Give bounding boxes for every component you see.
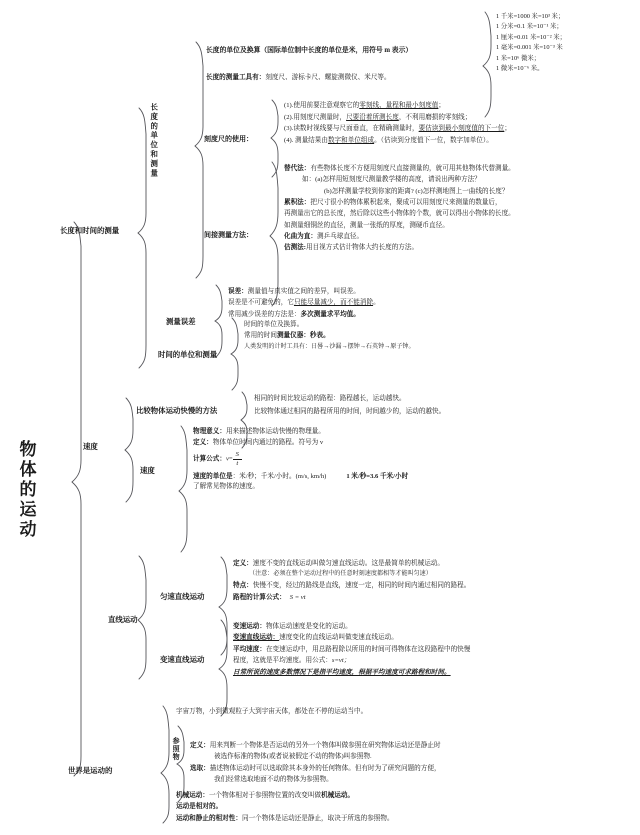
ruler-item-suffix: 。（估读到分度值下一位，数字加单位）。	[374, 137, 493, 145]
accumulate-line	[284, 197, 515, 208]
variable-block	[233, 621, 470, 678]
time-line-1: 时间的单位及换算。	[244, 321, 304, 328]
ref-def-line-2	[190, 751, 441, 762]
variable-text: 程度，这就是平均速度。用公式：	[233, 657, 332, 665]
ruler-item-suffix: ；	[504, 125, 511, 133]
substitute-example-1	[284, 174, 515, 185]
uniform-feature-text: 快慢不变，经过的路线是直线，速度一定，相同的时间内通过相同的路程。	[252, 582, 471, 590]
time-text: 常用的时间	[244, 332, 277, 340]
uniform-def-line	[233, 558, 470, 569]
estimate-line	[284, 242, 515, 253]
measure-error-block	[228, 286, 380, 320]
variable-title: 平均速度：	[233, 645, 266, 653]
error-emphasis: 只能尽量减少，而不能消除	[293, 299, 374, 307]
ruler-item-prefix: (2).用刻度尺测量时，	[284, 113, 347, 121]
ruler-item-emphasis: 数字和单位组成	[327, 137, 375, 145]
variable-title: 变速运动：	[233, 623, 266, 630]
curve-line	[284, 231, 515, 242]
ruler-item-prefix: (4). 测量结果由	[284, 137, 328, 145]
subbranch-label-uniform-straight: 匀速直线运动	[160, 592, 205, 601]
ref-def-text: 用来判断一个物体是否运动的另外一个物体叫做参照在研究物体运动还是静止时	[209, 742, 441, 749]
error-title: 误差：	[228, 288, 248, 295]
substitute-text: 有些物体长度不方便用刻度尺直接测量的，就可用其他物体代替测量。	[310, 165, 515, 172]
relative-line: 运动是相对的。	[176, 803, 223, 811]
uniform-note-text: （注意：必须在整个运动过程中的任意时刻速度都相等才能叫匀速）	[249, 571, 432, 578]
uniform-def-title: 定义：	[233, 560, 253, 567]
ruler-item-emphasis: 要估读到最小刻度值的下一位	[418, 125, 505, 133]
ruler-use-item	[284, 123, 511, 135]
estimate-title: 估测法:	[284, 244, 306, 252]
ruler-item-prefix: (1).使用前要注意观察它的	[284, 102, 360, 109]
uniform-def-text: 速度不变的直线运动叫做匀速直线运动。这是最简单的机械运动。	[252, 560, 444, 567]
curve-text: 测乒乓球直径。	[316, 232, 364, 240]
ref-pick-title: 选取：	[190, 764, 210, 772]
conversion-item: 1 毫米=0.001 米=10⁻³ 米	[496, 44, 563, 52]
accumulate-text: 如测量细铜丝的直径，测量一张纸的厚度，测硬币直径。	[284, 221, 449, 229]
ruler-item-emphasis: 尺要沿着所测长度	[346, 113, 399, 121]
uniform-feature-line	[233, 580, 470, 591]
speed-formula-numerator: S	[233, 451, 242, 459]
variable-line-5: 日常所说的速度多数情况下是指平均速度，根据平均速度可求路程和时间。	[233, 668, 451, 676]
subbranch-label-straight-motion: 直线运动	[108, 615, 138, 624]
error-line-2	[228, 297, 380, 308]
variable-title: 变速直线运动：	[233, 634, 280, 642]
mechanical-motion-block	[176, 790, 394, 824]
length-conversion-list	[496, 12, 566, 74]
branch-label-length-time: 长度和时间的测量	[60, 226, 120, 235]
length-tools-text: 刻度尺、游标卡尺、螺旋测微仪、米尺等。	[265, 74, 391, 81]
variable-line-3	[233, 644, 470, 655]
speed-unit-line	[193, 472, 408, 483]
page-title: 物体的运动	[16, 440, 36, 540]
error-text: 。	[373, 299, 380, 307]
accumulate-line-3	[284, 220, 515, 231]
ruler-use-item	[284, 135, 511, 147]
rel-text: 同一个物体是运动还是静止，取决于所选的参照物。	[241, 814, 394, 822]
indirect-measure-label: 间接测量方法：	[204, 231, 253, 239]
speed-formula-fraction	[233, 451, 242, 467]
uniform-formula-line	[233, 592, 470, 603]
error-text: 常用减少误差的方法是：	[228, 310, 301, 318]
speed-formula-denominator: t	[236, 459, 239, 467]
ruler-use-list	[284, 100, 511, 147]
variable-line-4	[233, 655, 470, 666]
world-intro: 宇宙万物，小到微观粒子大到宇宙天体，都处在不停的运动当中。	[176, 708, 368, 715]
mech-line	[176, 790, 394, 801]
substitute-title: 替代法：	[284, 165, 311, 172]
subbranch-label-reference-object: 参照物	[172, 737, 181, 761]
ruler-item-prefix: (3).读数时视线要与尺面垂直，在精确测量时，	[284, 125, 419, 133]
ref-pick-line	[190, 763, 441, 774]
conversion-item: 1 米=10⁶ 微米；	[496, 54, 541, 62]
accumulate-line-2	[284, 208, 515, 219]
rel-line	[176, 813, 394, 824]
uniform-feature-title: 特点：	[233, 582, 253, 590]
ruler-use-label: 刻度尺的使用：	[204, 135, 253, 143]
speed-def-line	[193, 438, 408, 449]
uniform-formula-title: 路程的计算公式：	[233, 593, 286, 601]
speed-unit-title: 速度的单位是	[193, 472, 233, 480]
branch-label-speed: 速度	[83, 442, 98, 451]
variable-line-1	[233, 621, 470, 632]
subbranch-label-variable-straight: 变速直线运动	[160, 655, 205, 664]
variable-line-2	[233, 632, 470, 643]
variable-formula: s=vt；	[331, 657, 351, 665]
subbranch-label-time-unit-measure: 时间的单位和测量	[158, 350, 218, 359]
speed-formula-title: 计算公式：	[193, 455, 226, 463]
time-line-3: 人类发明的计时工具有：日晷→沙漏→摆钟→石英钟→原子钟。	[244, 343, 415, 350]
conversion-item: 1 厘米=0.01 米=10⁻² 米；	[496, 33, 567, 41]
subbranch-label-measure-error: 测量误差	[166, 317, 196, 326]
mech-title: 机械运动：	[176, 792, 209, 799]
ruler-item-emphasis: 零刻线、量程和最小刻度值	[359, 102, 439, 109]
speed-know-line: 了解常见物体的速度。	[193, 483, 259, 491]
compare-block	[254, 393, 445, 418]
indirect-measure-block	[284, 163, 515, 254]
length-tools-line	[206, 73, 391, 83]
substitute-example-text: (b)怎样测量学校到你家的距离? (c)怎样测地图上一曲线的长度？	[324, 187, 509, 195]
ref-def-text: 被选作标准的物体(或者说被假定不动的物体)叫参照物.	[214, 753, 372, 761]
time-emphasis: 测量仪器：秒表。	[276, 332, 330, 340]
substitute-example-text: 如：(a)怎样用短刻度尺测量教学楼的高度，请说出两种方法？	[302, 176, 481, 184]
error-text: 误差是不可避免的，它	[228, 299, 294, 307]
accumulate-title: 累积法：	[284, 198, 311, 206]
reference-object-block	[190, 740, 441, 786]
length-unit-heading: 长度的单位及换算（国际单位制中长度的单位是米，用符号 m 表示）	[206, 47, 413, 54]
ref-def-line	[190, 740, 441, 751]
ruler-use-item	[284, 112, 511, 124]
rel-title: 运动和静止的相对性：	[176, 814, 242, 822]
ref-def-title: 定义：	[190, 742, 210, 749]
error-text: 测量值与真实值之间的差异，叫误差。	[247, 288, 360, 295]
subbranch-label-speed: 速度	[140, 466, 155, 475]
ruler-use-item	[284, 100, 511, 112]
subbranch-label-length-unit-measure: 长度的单位和测量	[149, 103, 159, 179]
ruler-item-suffix: ，不利用磨损的零刻线；	[398, 113, 472, 121]
speed-meaning-text: 用来描述物体运动快慢的物理量。	[225, 428, 325, 435]
uniform-formula: S = vt	[289, 593, 306, 601]
substitute-line	[284, 163, 515, 174]
estimate-text: 用目视方式估计物体大约长度的方法。	[305, 244, 419, 252]
speed-formula-variable: v	[225, 455, 229, 463]
subbranch-label-compare-method: 比较物体运动快慢的方法	[136, 406, 218, 415]
ref-pick-text: 描述物体运动时可以选取除其本身外的任何物体。但有时为了研究问题的方便，	[209, 764, 441, 772]
speed-def-text: 物体单位时间内通过的路程。符号为 v	[212, 438, 324, 446]
speed-detail-block	[193, 427, 408, 493]
variable-text: 在变速运动中，用总路程除以所用的时间可得物体在这段路程中的快慢	[265, 645, 471, 653]
speed-formula-equals: =	[228, 455, 233, 463]
accumulate-text: 再测量出它的总长度，然后除以这些小物体的个数，就可以得出小物体的长度。	[284, 210, 515, 218]
curve-title: 化曲为直：	[284, 232, 317, 240]
conversion-item: 1 分米=0.1 米=10⁻¹ 米；	[496, 23, 563, 31]
speed-unit-text: ：米/秒；千米/小时。(m/s, km/h)	[232, 472, 327, 480]
error-line-1	[228, 286, 380, 297]
speed-formula-line	[193, 448, 408, 471]
time-line-2	[244, 330, 415, 341]
speed-unit-conversion: 1 米/秒=3.6 千米/小时	[346, 472, 409, 480]
variable-text: 物体运动速度是变化的运动。	[265, 623, 352, 630]
mech-text: 一个物体相对于参照物位置的改变叫做	[208, 792, 322, 799]
branch-label-world-moving: 世界是运动的	[68, 766, 113, 775]
speed-meaning-title: 物理意义：	[193, 428, 226, 435]
length-tools-label: 长度的测量工具有：	[206, 74, 266, 81]
uniform-block	[233, 558, 470, 603]
mech-emphasis: 机械运动。	[321, 792, 355, 799]
uniform-note-line	[233, 569, 470, 580]
variable-text: 速度变化的直线运动叫做变速直线运动。	[279, 634, 398, 642]
ruler-item-suffix: ；	[438, 102, 445, 109]
speed-meaning-line	[193, 427, 408, 438]
conversion-item: 1 千米=1000 米=10³ 米；	[496, 13, 565, 20]
speed-def-title: 定义：	[193, 438, 213, 446]
ref-pick-text: 我们经常选取地面不动的物体为参照物。	[214, 776, 333, 784]
time-block	[244, 319, 415, 352]
error-emphasis: 多次测量求平均值。	[300, 310, 360, 318]
compare-line-2: 比较物体通过相同的路程所用的时间，时间越少的，运动的越快。	[254, 407, 446, 415]
ref-pick-line-2	[190, 774, 441, 785]
accumulate-text: 把尺寸很小的物体累积起来，聚成可以用刻度尺来测量的数量后，	[310, 198, 502, 206]
compare-line-1: 相同的时间比较运动的路程：路程越长，运动越快。	[254, 395, 406, 402]
substitute-example-2	[284, 186, 515, 197]
conversion-item: 1 微米=10⁻⁶ 米。	[496, 64, 544, 72]
